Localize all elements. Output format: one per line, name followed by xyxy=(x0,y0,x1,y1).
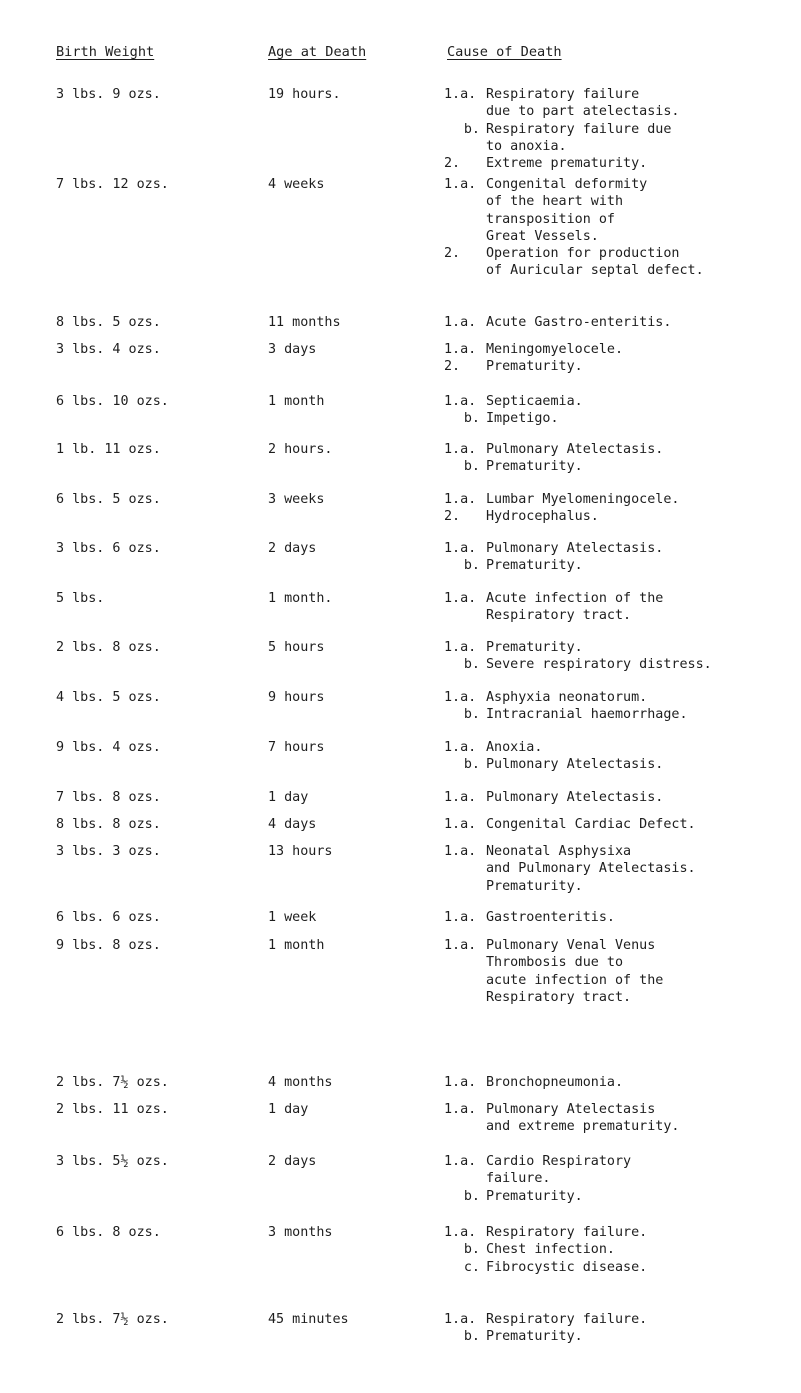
cause-label: b. xyxy=(463,121,480,137)
cause-of-death-cell xyxy=(444,843,796,895)
cause-label: 1.a. xyxy=(444,690,477,705)
birth-weight-cell: 2 lbs. 7½ ozs. xyxy=(56,1312,169,1327)
cause-text: Pulmonary Venal Venus Thrombosis due to acute infection of the Respiratory tract. xyxy=(486,938,664,1005)
cause-of-death-cell xyxy=(444,1224,796,1276)
birth-weight-cell: 1 lb. 11 ozs. xyxy=(56,442,161,457)
cause-of-death-cell xyxy=(444,1311,796,1346)
cause-line xyxy=(444,508,796,525)
cause-line xyxy=(444,756,796,773)
cause-label: 1.a. xyxy=(444,910,477,925)
cause-label: 1.a. xyxy=(444,1312,477,1327)
birth-weight-cell: 6 lbs. 6 ozs. xyxy=(56,910,161,925)
cause-text: Septicaemia. xyxy=(486,394,583,409)
birth-weight-cell: 7 lbs. 8 ozs. xyxy=(56,790,161,805)
cause-label: 1.a. xyxy=(444,640,477,655)
cause-text: Prematurity. xyxy=(486,558,583,574)
birth-weight-cell: 4 lbs. 5 ozs. xyxy=(56,690,161,705)
cause-of-death-cell xyxy=(444,540,796,575)
cause-line xyxy=(444,155,796,172)
cause-label: 1.a. xyxy=(444,492,477,507)
birth-weight-cell: 6 lbs. 8 ozs. xyxy=(56,1225,161,1240)
cause-line xyxy=(444,1241,796,1258)
cause-text: Cardio Respiratory failure. xyxy=(486,1154,632,1187)
cause-label: 1.a. xyxy=(444,591,477,606)
age-at-death-cell: 3 months xyxy=(268,1225,333,1240)
age-at-death-cell: 11 months xyxy=(268,315,341,330)
cause-label: b. xyxy=(463,657,480,673)
cause-line xyxy=(444,121,796,156)
birth-weight-cell: 3 lbs. 4 ozs. xyxy=(56,342,161,357)
cause-line xyxy=(444,843,796,895)
cause-of-death-cell xyxy=(444,590,796,625)
age-at-death-cell: 1 month. xyxy=(268,591,333,606)
cause-text: Prematurity. xyxy=(486,1188,583,1204)
birth-weight-cell: 2 lbs. 11 ozs. xyxy=(56,1102,169,1117)
cause-text: Bronchopneumonia. xyxy=(486,1075,624,1090)
cause-line xyxy=(444,540,796,557)
cause-label: 1.a. xyxy=(444,541,477,556)
cause-text: Severe respiratory distress. xyxy=(486,657,712,673)
cause-label: 1.a. xyxy=(444,1154,477,1169)
cause-line xyxy=(444,441,796,458)
cause-text: Respiratory failure due to part atelectasis. xyxy=(486,87,680,120)
header-cause-of-death: Cause of Death xyxy=(447,44,562,60)
cause-text: Prematurity. xyxy=(486,459,583,475)
age-at-death-cell: 3 weeks xyxy=(268,492,325,507)
cause-label: 1.a. xyxy=(444,315,477,330)
cause-label: 1.a. xyxy=(444,1102,477,1117)
birth-weight-cell: 3 lbs. 9 ozs. xyxy=(56,87,161,102)
cause-text: Meningomyelocele. xyxy=(486,342,624,357)
cause-text: Fibrocystic disease. xyxy=(486,1259,648,1275)
age-at-death-cell: 1 month xyxy=(268,394,325,409)
cause-label: 1.a. xyxy=(444,844,477,859)
age-at-death-cell: 1 month xyxy=(268,938,325,953)
cause-line xyxy=(444,639,796,656)
cause-line xyxy=(444,1101,796,1136)
cause-text: Gastroenteritis. xyxy=(486,910,615,925)
cause-line xyxy=(444,937,796,1006)
cause-label: 2. xyxy=(444,156,461,172)
cause-of-death-cell xyxy=(444,441,796,476)
cause-line xyxy=(444,557,796,574)
header-birth-weight: Birth Weight xyxy=(56,44,155,60)
cause-line xyxy=(444,245,796,280)
cause-label: 1.a. xyxy=(444,342,477,357)
cause-of-death-cell xyxy=(444,1153,796,1205)
cause-label: c. xyxy=(463,1259,480,1275)
cause-text: Acute infection of the Respiratory tract. xyxy=(486,591,664,624)
cause-line xyxy=(444,1153,796,1188)
cause-text: Respiratory failure due to anoxia. xyxy=(486,121,672,154)
header-age-at-death: Age at Death xyxy=(268,44,367,60)
age-at-death-cell: 4 weeks xyxy=(268,177,325,192)
cause-line xyxy=(444,689,796,706)
birth-weight-cell: 9 lbs. 4 ozs. xyxy=(56,740,161,755)
age-at-death-cell: 13 hours xyxy=(268,844,333,859)
cause-line xyxy=(444,1188,796,1205)
cause-text: Prematurity. xyxy=(486,1329,583,1345)
cause-text: Hydrocephalus. xyxy=(486,509,599,525)
cause-line xyxy=(444,341,796,358)
cause-label: 1.a. xyxy=(444,177,477,192)
cause-of-death-cell xyxy=(444,314,796,331)
cause-line xyxy=(444,739,796,756)
cause-line xyxy=(444,314,796,331)
birth-weight-cell: 3 lbs. 3 ozs. xyxy=(56,844,161,859)
cause-label: 1.a. xyxy=(444,790,477,805)
cause-of-death-cell xyxy=(444,1101,796,1136)
age-at-death-cell: 5 hours xyxy=(268,640,325,655)
age-at-death-cell: 3 days xyxy=(268,342,317,357)
cause-text: Acute Gastro-enteritis. xyxy=(486,315,672,330)
cause-of-death-cell xyxy=(444,689,796,724)
cause-of-death-cell xyxy=(444,176,796,280)
birth-weight-cell: 6 lbs. 10 ozs. xyxy=(56,394,169,409)
birth-weight-cell: 2 lbs. 8 ozs. xyxy=(56,640,161,655)
cause-text: Pulmonary Atelectasis. xyxy=(486,442,664,457)
cause-label: 1.a. xyxy=(444,87,477,102)
age-at-death-cell: 1 day xyxy=(268,790,309,805)
cause-label: 2. xyxy=(444,509,461,525)
cause-label: b. xyxy=(463,1329,480,1345)
cause-of-death-cell xyxy=(444,789,796,806)
cause-label: 2. xyxy=(444,246,461,262)
cause-label: 1.a. xyxy=(444,1225,477,1240)
cause-label: 1.a. xyxy=(444,740,477,755)
cause-text: Impetigo. xyxy=(486,411,559,427)
cause-text: Extreme prematurity. xyxy=(486,156,648,172)
cause-line xyxy=(444,410,796,427)
cause-of-death-cell xyxy=(444,937,796,1006)
birth-weight-cell: 7 lbs. 12 ozs. xyxy=(56,177,169,192)
cause-label: 2. xyxy=(444,359,461,375)
age-at-death-cell: 9 hours xyxy=(268,690,325,705)
cause-line xyxy=(444,458,796,475)
cause-line xyxy=(444,590,796,625)
cause-of-death-cell xyxy=(444,909,796,926)
cause-text: Operation for production of Auricular septal defect. xyxy=(486,246,704,279)
cause-label: b. xyxy=(463,757,480,773)
cause-line xyxy=(444,1259,796,1276)
cause-text: Prematurity. xyxy=(486,359,583,375)
age-at-death-cell: 7 hours xyxy=(268,740,325,755)
cause-line xyxy=(444,816,796,833)
cause-text: Lumbar Myelomeningocele. xyxy=(486,492,680,507)
cause-text: Pulmonary Atelectasis and extreme prematurity. xyxy=(486,1102,680,1135)
cause-line xyxy=(444,1224,796,1241)
cause-of-death-cell xyxy=(444,491,796,526)
cause-line xyxy=(444,1074,796,1091)
cause-text: Respiratory failure. xyxy=(486,1225,648,1240)
age-at-death-cell: 1 week xyxy=(268,910,317,925)
cause-of-death-cell xyxy=(444,639,796,674)
cause-label: 1.a. xyxy=(444,938,477,953)
cause-label: b. xyxy=(463,1242,480,1258)
birth-weight-cell: 3 lbs. 6 ozs. xyxy=(56,541,161,556)
cause-label: b. xyxy=(463,558,480,574)
birth-weight-cell: 6 lbs. 5 ozs. xyxy=(56,492,161,507)
cause-label: b. xyxy=(463,1188,480,1204)
cause-line xyxy=(444,909,796,926)
cause-label: b. xyxy=(463,707,480,723)
cause-text: Congenital deformity of the heart with transposition of Great Vessels. xyxy=(486,177,648,244)
cause-text: Respiratory failure. xyxy=(486,1312,648,1327)
birth-weight-cell: 8 lbs. 5 ozs. xyxy=(56,315,161,330)
birth-weight-cell: 3 lbs. 5½ ozs. xyxy=(56,1154,169,1169)
cause-line xyxy=(444,358,796,375)
cause-text: Chest infection. xyxy=(486,1242,615,1258)
age-at-death-cell: 2 days xyxy=(268,1154,317,1169)
cause-text: Prematurity. xyxy=(486,640,583,655)
cause-line xyxy=(444,789,796,806)
cause-label: 1.a. xyxy=(444,817,477,832)
cause-text: Neonatal Asphysixa and Pulmonary Atelectasis. Prematurity. xyxy=(486,844,696,894)
age-at-death-cell: 1 day xyxy=(268,1102,309,1117)
cause-line xyxy=(444,1328,796,1345)
birth-weight-cell: 5 lbs. xyxy=(56,591,105,606)
age-at-death-cell: 4 days xyxy=(268,817,317,832)
cause-label: 1.a. xyxy=(444,394,477,409)
birth-weight-cell: 8 lbs. 8 ozs. xyxy=(56,817,161,832)
cause-line xyxy=(444,491,796,508)
age-at-death-cell: 2 hours. xyxy=(268,442,333,457)
cause-of-death-cell xyxy=(444,341,796,376)
age-at-death-cell: 4 months xyxy=(268,1075,333,1090)
cause-of-death-cell xyxy=(444,1074,796,1091)
cause-label: b. xyxy=(463,459,480,475)
cause-text: Congenital Cardiac Defect. xyxy=(486,817,696,832)
birth-weight-cell: 9 lbs. 8 ozs. xyxy=(56,938,161,953)
cause-line xyxy=(444,393,796,410)
cause-text: Pulmonary Atelectasis. xyxy=(486,541,664,556)
birth-weight-cell: 2 lbs. 7½ ozs. xyxy=(56,1075,169,1090)
cause-line xyxy=(444,86,796,121)
cause-line xyxy=(444,656,796,673)
age-at-death-cell: 2 days xyxy=(268,541,317,556)
cause-text: Asphyxia neonatorum. xyxy=(486,690,648,705)
cause-label: 1.a. xyxy=(444,442,477,457)
cause-of-death-cell xyxy=(444,86,796,172)
cause-line xyxy=(444,1311,796,1328)
cause-text: Anoxia. xyxy=(486,740,543,755)
cause-text: Intracranial haemorrhage. xyxy=(486,707,688,723)
cause-line xyxy=(444,176,796,245)
cause-of-death-cell xyxy=(444,816,796,833)
cause-text: Pulmonary Atelectasis. xyxy=(486,790,664,805)
age-at-death-cell: 19 hours. xyxy=(268,87,341,102)
cause-line xyxy=(444,706,796,723)
cause-of-death-cell xyxy=(444,739,796,774)
cause-label: 1.a. xyxy=(444,1075,477,1090)
cause-text: Pulmonary Atelectasis. xyxy=(486,757,664,773)
age-at-death-cell: 45 minutes xyxy=(268,1312,349,1327)
cause-label: b. xyxy=(463,411,480,427)
cause-of-death-cell xyxy=(444,393,796,428)
